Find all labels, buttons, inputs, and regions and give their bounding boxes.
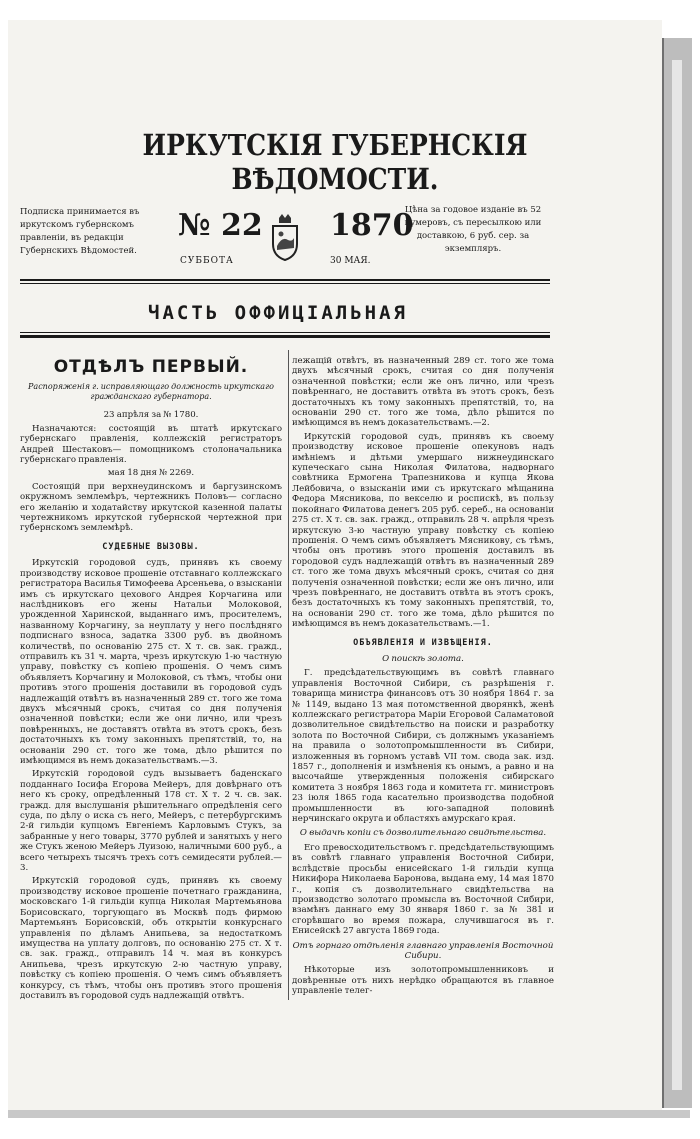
page-edge-inner [672, 60, 682, 1090]
newspaper-masthead: ИРКУТСКІЯ ГУБЕРНСКІЯ ВѢДОМОСТИ. [142, 128, 528, 196]
paragraph: лежащій отвѣтъ, въ назначенный 289 ст. того же тома двухъ мѣсячный срокъ, считая со дня полученія означенной повѣстки; если же онъ лично, или чрезъ повѣреннаго, не доставитъ отвѣта въ этотъ срокъ, безъ достаточныхъ къ тому законныхъ препятствій, то, на основаніи 290 ст. того же тома, дѣло рѣшится по имѣющимся въ немъ доказательствамъ.—2. [292, 356, 554, 429]
certificate-heading: О выдачѣ копіи съ дозволительнаго свидѣтельства. [299, 828, 547, 839]
paragraph: Его превосходительствомъ г. предсѣдательствующимъ въ совѣтѣ главнаго управленія Восточной Сибири, вслѣдствіе просьбы енисейскаго 1-й гильдіи купца Никифора Николаева Баронова, выдана ему, 14 мая 1870 г., копія съ дозволительнаго свидѣтельства на производство золотаго промысла въ Восточной Сибири, взамѣнъ даннаго ему 30 января 1860 г. за № 381 и сгорѣвшаго во время пожара, случившагося въ г. Енисейскѣ 27 августа 1869 года. [292, 842, 554, 937]
column-divider [288, 350, 289, 1000]
subscription-note: Подписка принимается въ иркутскомъ губернскомъ правленіи, въ редакціи Губернскихъ Вѣдомостей. [20, 207, 140, 256]
page-bottom-edge [8, 1110, 690, 1118]
issue-weekday: СУББОТА [180, 256, 234, 266]
header-rule [20, 279, 550, 281]
order-date: мая 18 дня № 2269. [107, 468, 195, 479]
section-title: ЧАСТЬ ОФФИЦІАЛЬНАЯ [148, 302, 408, 324]
header-rule-thin [20, 283, 550, 284]
paragraph: Иркутскій городовой судъ, принявъ къ своему производству исковое прошеніе почетнаго гражданина, московскаго 1-й гильдіи купца Николая Мартемьянова Борисовскаго, торгующаго въ Москвѣ подъ фирмою Мартемьянъ Борисовскій, объ открытіи конкурснаго управленія по дѣламъ Анипьева, за недостаткомъ имущества на уплату долговъ, по основанію 275 ст. X т. св. зак. гражд., отправилъ 14 ч. мая въ конкурсъ Анипьева, чрезъ иркутскую 2-ю частную управу, повѣстку съ копіею прошенія. О чемъ симъ объявляетъ конкурсу, съ тѣмъ, чтобы онъ противъ этого прошенія доставилъ въ городовой судъ надлежащій отвѣтъ. [20, 876, 282, 1001]
left-column [20, 356, 282, 1004]
issue-year: 1870 [330, 208, 414, 243]
paragraph: Иркутскій городовой судъ, принявъ къ своему производству исковое прошеніе опекуновъ надъ имѣніемъ и дѣтьми умершаго нижнеудинскаго купеческаго сына Николая Филатова, надворнаго совѣтника Ермогена Трапезникова и купца Якова Лейбовича, о взысканіи ими съ иркутскаго мѣщанина Федора Мясникова, по векселю и роспискѣ, въ пользу покойнаго Филатова денегъ 205 руб. сереб., на основаніи 275 ст. X т. св. зак. гражд., отправилъ 28 ч. апрѣля чрезъ иркутскую 3-ю частную управу повѣстку съ копіею прошенія. О чемъ симъ объявляетъ Мясникову, съ тѣмъ, чтобы онъ противъ этого прошенія доставилъ въ городовой судъ надлежащій отвѣтъ въ назначенный 289 ст. того же тома двухъ мѣсячный срокъ, считая со дня полученія означенной повѣстки; если же онъ лично, или чрезъ повѣреннаго, не доставитъ отвѣта въ этотъ срокъ, безъ достаточныхъ къ тому законныхъ препятствій, то, на основаніи 290 ст. того же тома, дѣло рѣшится по имѣющимся въ немъ доказательствамъ.—1. [292, 431, 554, 630]
gold-search-heading: О поискѣ золота. [382, 653, 464, 664]
paragraph: Иркутскій городовой судъ вызываетъ баденскаго подданнаго Іосифа Егорова Мейеръ, для довѣрнаго отъ него къ сроку, опредѣленный 178 ст. X т. 2 ч. св. зак. гражд. для выслушанія рѣшительнаго опредѣленія сего суда, по дѣлу о иска съ него, Мейеръ, с петербургскимъ 2-й гильдіи купцомъ Евгеніемъ Карловымъ Стукъ, за забранные у него товары, 3770 рублей и занятыхъ у него же Стукъ женою Мейеръ Луизою, наличными 600 руб., а всего четырехъ тысячъ трехъ сотъ семидесяти рублей.—3. [20, 769, 282, 874]
paragraph: Иркутскій городовой судъ, принявъ къ своему производству исковое прошеніе отставнаго коллежскаго регистратора Василья Тимофеева Арсеньева, о взысканіи имъ съ иркутскаго цехового Андрея Корчагина или наслѣдниковъ его жены Натальи Молоковой, урожденной Харинской, выданнаго имъ, просителемъ, названному Корчагину, за неуплату у него послѣдняго подписнаго взноса, задатка 3300 руб. въ двойномъ количествѣ, по основанію 275 ст. X т. св. зак. гражд., отправилъ къ 31 ч. марта, чрезъ иркутскую 1-ю частную управу, повѣстку съ копіею прошенія. О чемъ симъ объявляетъ Корчагину и Молоковой, съ тѣмъ, чтобы они противъ этого прошенія доставили въ городовой судъ надлежащій отвѣтъ въ назначенный 289 ст. того же тома двухъ мѣсячный срокъ, считая со дня полученія означенной повѣстки; если же они лично, или чрезъ повѣренныхъ, не доставятъ отвѣта въ этотъ срокъ, безъ достаточныхъ къ тому законныхъ препятствій, то, на основаніи 290 ст. того же тома, дѣло рѣшится по имѣющимся въ немъ доказательствамъ.—3. [20, 558, 282, 766]
paragraph: Нѣкоторые изъ золотопромышленниковъ и довѣренные отъ нихъ нерѣдко обращаются въ главное управленіе телег- [292, 965, 554, 997]
paragraph: Назначаются: состоящій въ штатѣ иркутскаго губернскаго правленія, коллежскій регистраторъ Андрей Шестаковъ— помощникомъ столоначальника губернскаго правленія. [20, 423, 282, 466]
announcements-heading: ОБЪЯВЛЕНІЯ И ИЗВѢЩЕНІЯ. [353, 637, 493, 648]
newspaper-page [8, 20, 662, 1118]
paragraph: Г. предсѣдательствующимъ въ совѣтѣ главнаго управленія Восточной Сибири, съ разрѣшенія г. товарища министра финансовъ отъ 30 ноября 1864 г. за № 1149, выдано 13 мая потомственной дворянкѣ, женѣ коллежскаго регистратора Маріи Егоровой Саламатовой дозволительное свидѣтельство на поиски и разработку золота по Восточной Сибири, съ должнымъ указаніемъ на правила о золотопромышленности въ Сибири, изложенныя въ горномъ уставѣ VII том. свода зак. изд. 1857 г., дополненія и измѣненія къ онымъ, а равно и на высочайше утвержденныя положенія сибирскаго комитета 3 ноября 1863 года и комитета гг. министровъ 23 іюля 1865 года касательно производства подобной промышленности въ юго-западной половинѣ нерчинскаго округа и областяхъ амурскаго края. [292, 668, 554, 825]
department-subheading: Распоряженія г. исправляющаго должность иркутскаго гражданскаго губернатора. [28, 382, 274, 402]
issue-number: № 22 [178, 208, 263, 243]
right-column [292, 356, 554, 1000]
mining-dept-heading: Отъ горнаго отдѣленія главнаго управленія Восточной Сибири. [292, 940, 554, 961]
court-summons-heading: СУДЕБНЫЕ ВЫЗОВЫ. [102, 541, 200, 552]
coat-of-arms-icon [268, 212, 302, 262]
price-note: Цѣна за годовое изданіе въ 52 нумеровъ, съ пересылкою или доставкою, 6 руб. сер. за экземпляръ. [404, 205, 542, 254]
issue-date: 30 МАЯ. [330, 256, 371, 266]
paragraph: Состоящій при верхнеудинскомъ и баргузинскомъ окружномъ землемѣръ, чертежникъ Половъ— согласно его желанію и ходатайству иркутской казенной палаты чертежникомъ иркутской губернской чертежной при губернскомъ землемѣрѣ. [20, 481, 282, 534]
department-heading: ОТДѢЛЪ ПЕРВЫЙ. [53, 357, 249, 377]
section-rule-thin [20, 332, 550, 333]
section-rule [20, 335, 550, 338]
order-date: 23 апрѣля за № 1780. [103, 410, 199, 421]
